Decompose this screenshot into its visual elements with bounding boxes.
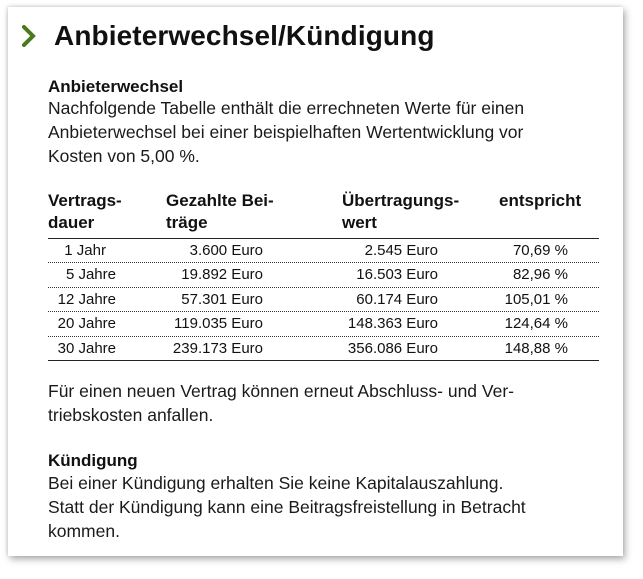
- cell-dauer: 5 Jahre: [65, 266, 116, 284]
- intro-line: Nachfolgende Tabelle enthält die errechneten Werte für einen: [48, 98, 525, 118]
- cell-entspricht: 70,69 %: [512, 242, 568, 259]
- kuendigung-paragraph: [48, 471, 608, 543]
- table-body: [48, 239, 599, 361]
- chevron-right-icon: [22, 21, 44, 51]
- kuendigung-line: Bei einer Kündigung erhalten Sie keine Kapitalauszahlung.: [48, 473, 504, 493]
- table-row: [48, 239, 599, 263]
- kuendigung-line: kommen.: [48, 521, 120, 541]
- intro-line: Kosten von 5,00 %.: [48, 146, 200, 166]
- table-header: [48, 190, 599, 238]
- section-title-anbieterwechsel: Anbieterwechsel: [48, 77, 184, 96]
- table-row: [48, 263, 599, 287]
- header-uebertragungswert: Übertragungs- wert: [342, 191, 460, 232]
- cell-entspricht: 124,64 %: [504, 315, 568, 333]
- cell-beitraege: 3.600 Euro: [189, 242, 263, 259]
- cell-dauer: 1 Jahr: [64, 242, 106, 259]
- cell-wert: 60.174 Euro: [356, 290, 438, 308]
- cell-dauer: 20 Jahre: [57, 315, 116, 333]
- cell-wert: 356.086 Euro: [347, 339, 438, 357]
- section-title-kuendigung: Kündigung: [48, 451, 138, 470]
- cell-beitraege: 239.173 Euro: [172, 339, 263, 357]
- cell-wert: 16.503 Euro: [356, 266, 438, 284]
- cell-dauer: 30 Jahre: [57, 339, 116, 357]
- kuendigung-line: Statt der Kündigung kann eine Beitragsfreistellung in Betracht: [48, 497, 526, 517]
- header-vertragsdauer: Vertrags- dauer: [48, 191, 122, 232]
- table-row: [48, 312, 599, 336]
- page-heading: [22, 21, 435, 51]
- hinweis-paragraph: [48, 379, 608, 427]
- intro-line: Anbieterwechsel bei einer beispielhaften Wertentwicklung vor: [48, 122, 524, 142]
- values-table: [48, 190, 599, 357]
- cell-entspricht: 148,88 %: [504, 339, 568, 357]
- cell-beitraege: 119.035 Euro: [174, 315, 263, 333]
- document-card: [8, 7, 623, 556]
- table-row: [48, 337, 599, 361]
- cell-wert: 2.545 Euro: [364, 242, 438, 259]
- hinweis-line: triebskosten anfallen.: [48, 405, 214, 425]
- cell-entspricht: 82,96 %: [512, 266, 568, 284]
- cell-wert: 148.363 Euro: [347, 315, 438, 333]
- header-gezahlte-beitraege: Gezahlte Bei- träge: [166, 191, 274, 232]
- cell-dauer: 12 Jahre: [57, 290, 116, 308]
- hinweis-line: Für einen neuen Vertrag können erneut Abschluss- und Ver-: [48, 381, 514, 401]
- cell-beitraege: 19.892 Euro: [181, 266, 263, 284]
- cell-beitraege: 57.301 Euro: [181, 290, 263, 308]
- page-title: Anbieterwechsel/Kündigung: [54, 20, 435, 51]
- header-entspricht: entspricht: [499, 191, 582, 210]
- cell-entspricht: 105,01 %: [504, 290, 568, 308]
- anbieterwechsel-intro: [48, 96, 608, 168]
- table-row: [48, 288, 599, 312]
